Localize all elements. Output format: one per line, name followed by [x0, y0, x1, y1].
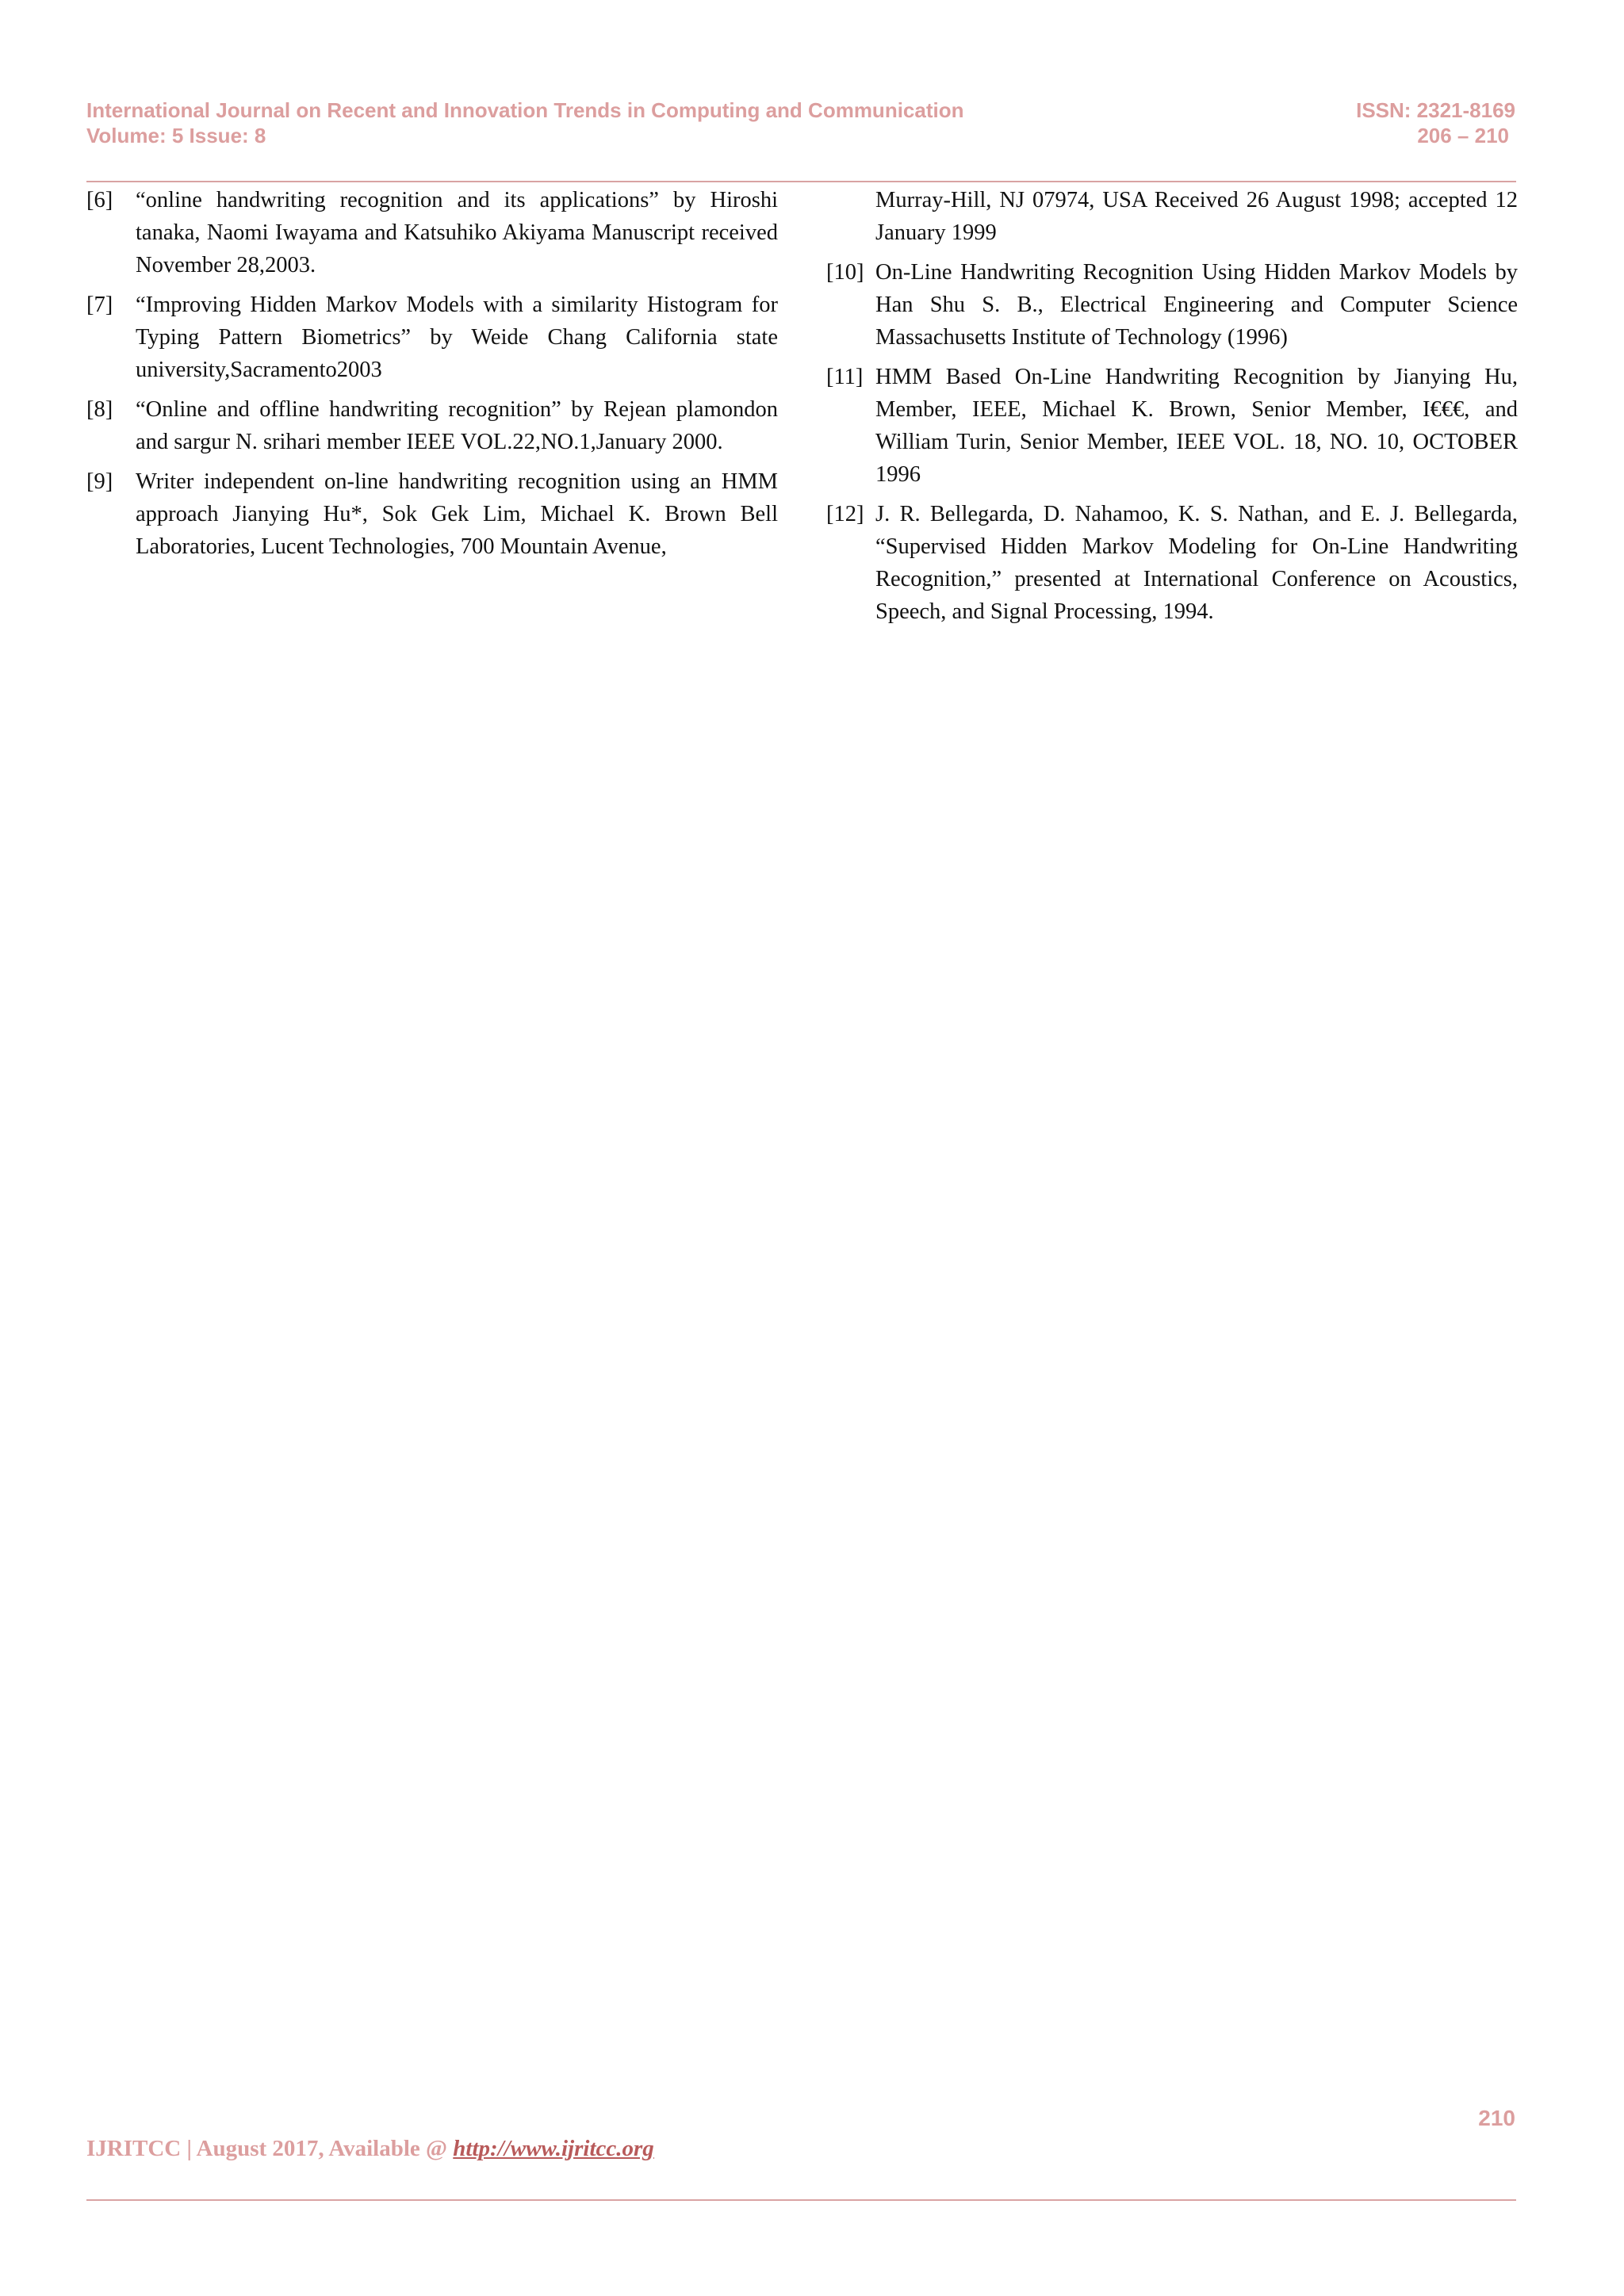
- reference-item: [86, 465, 778, 563]
- footer-prefix: IJRITCC | August 2017, Available @: [86, 2136, 454, 2161]
- reference-item: [826, 256, 1518, 354]
- journal-title: International Journal on Recent and Innovation Trends in Computing and Communication: [86, 98, 964, 122]
- reference-text: On-Line Handwriting Recognition Using Hidden Markov Models by Han Shu S. B., Electrical Engineering and Computer Science Massachusetts Institute of Technology (1996): [875, 260, 1518, 350]
- page-range: 206 – 210: [1417, 124, 1509, 147]
- reference-number: [12]: [826, 502, 864, 526]
- reference-item: [86, 393, 778, 458]
- reference-number: [11]: [826, 365, 864, 389]
- reference-number: [8]: [86, 397, 113, 422]
- footer-divider: [86, 2199, 1516, 2201]
- reference-item: [86, 289, 778, 386]
- reference-number: [7]: [86, 293, 113, 317]
- volume-issue: Volume: 5 Issue: 8: [86, 124, 266, 147]
- reference-number: [10]: [826, 260, 864, 285]
- footer-text: [86, 2136, 654, 2162]
- reference-text: J. R. Bellegarda, D. Nahamoo, K. S. Nathan, and E. J. Bellegarda, “Supervised Hidden Markov Modeling for On-Line Handwriting Recognition,” presented at International Conference on Acoustics, Speech, and Signal Processing, 1994.: [875, 502, 1518, 624]
- reference-text: HMM Based On-Line Handwriting Recognition by Jianying Hu, Member, IEEE, Michael K. Brown, Senior Member, I€€€, and William Turin, Senior Member, IEEE VOL. 18, NO. 10, OCTOBER 1996: [875, 365, 1518, 487]
- reference-text: Writer independent on-line handwriting recognition using an HMM approach Jianying Hu*, Sok Gek Lim, Michael K. Brown Bell Laboratories, Lucent Technologies, 700 Mountain Avenue,: [136, 469, 778, 559]
- references-left-column: [86, 184, 778, 570]
- reference-item: [826, 498, 1518, 628]
- references-right-column: [826, 184, 1518, 635]
- reference-item: [86, 184, 778, 281]
- reference-continuation: Murray-Hill, NJ 07974, USA Received 26 August 1998; accepted 12 January 1999: [875, 188, 1518, 245]
- page-number: 210: [1478, 2106, 1515, 2130]
- journal-website-link[interactable]: http://www.ijritcc.org: [453, 2136, 654, 2161]
- reference-item: [826, 361, 1518, 491]
- reference-text: “Improving Hidden Markov Models with a similarity Histogram for Typing Pattern Biometrics” by Weide Chang California state university,Sacramento2003: [136, 293, 778, 382]
- issn: ISSN: 2321-8169: [1356, 98, 1515, 122]
- header-divider: [86, 181, 1516, 182]
- reference-number: [9]: [86, 469, 113, 494]
- reference-text: “Online and offline handwriting recognition” by Rejean plamondon and sargur N. srihari member IEEE VOL.22,NO.1,January 2000.: [136, 397, 778, 454]
- reference-number: [6]: [86, 188, 113, 212]
- reference-text: “online handwriting recognition and its applications” by Hiroshi tanaka, Naomi Iwayama and Katsuhiko Akiyama Manuscript received November 28,2003.: [136, 188, 778, 277]
